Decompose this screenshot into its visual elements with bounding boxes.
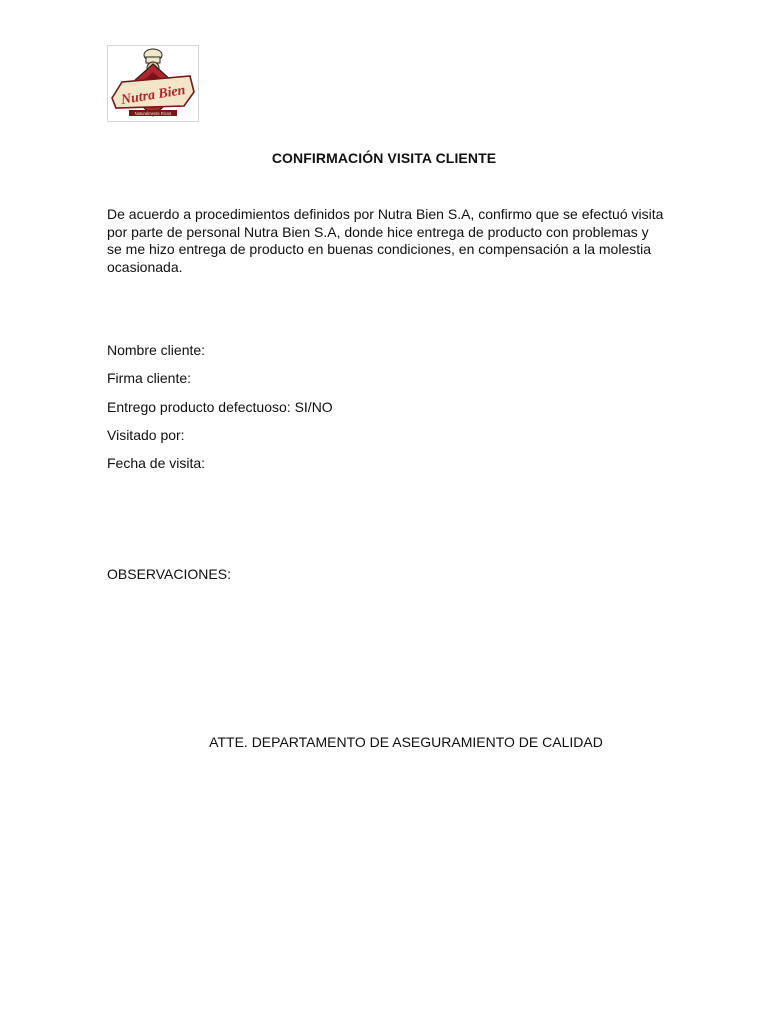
signature-line: ATTE. DEPARTAMENTO DE ASEGURAMIENTO DE CALIDAD <box>209 734 603 750</box>
field-producto-defectuoso: Entrego producto defectuoso: SI/NO <box>107 398 333 415</box>
company-logo <box>107 45 199 122</box>
form-fields <box>107 342 333 483</box>
field-firma-cliente: Firma cliente: <box>107 370 192 387</box>
field-fecha-visita: Fecha de visita: <box>107 455 206 472</box>
field-visitado-por: Visitado por: <box>107 426 185 443</box>
svg-text:Nutra Bien: Nutra Bien <box>119 82 187 108</box>
document-title: CONFIRMACIÓN VISITA CLIENTE <box>271 150 497 166</box>
intro-paragraph: De acuerdo a procedimientos definidos por Nutra Bien S.A, confirmo que se efectuó visita por parte de personal Nutra Bien S.A, donde hice entrega de producto con problemas y se me hizo entrega de producto en buenas condiciones, en compensación a la molestia ocasionada. <box>107 206 664 276</box>
observations-label: OBSERVACIONES: <box>107 566 231 582</box>
svg-text:Naturalmente Ricos: Naturalmente Ricos <box>134 111 172 116</box>
nutra-bien-logo-graphic <box>108 46 198 121</box>
field-nombre-cliente: Nombre cliente: <box>107 342 206 358</box>
